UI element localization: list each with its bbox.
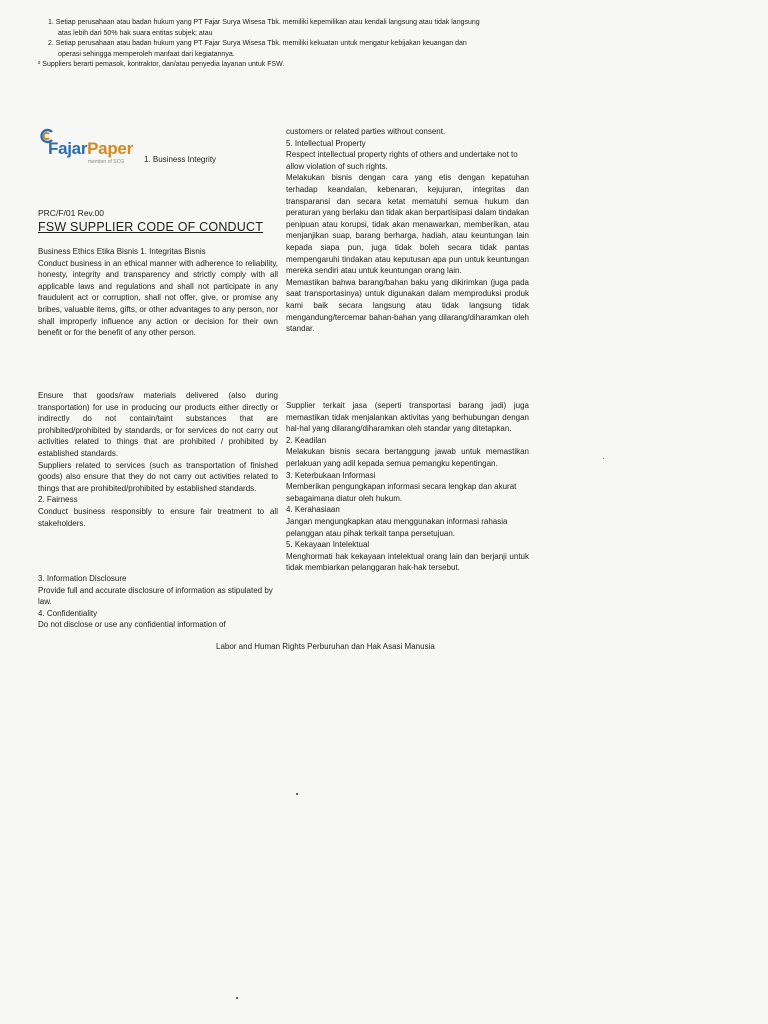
paragraph: Conduct business responsibly to ensure fair treatment to all stakeholders. [38,506,278,528]
section-subheading: 4. Kerahasiaan [286,505,340,515]
right-column-lower [286,400,529,574]
paragraph: Memberikan pengungkapan informasi secara lengkap dan akurat sebagaimana diatur oleh hukum. [286,482,517,503]
section-subheading: 2. Keadilan [286,435,327,445]
section-heading: 1. Business Integrity [144,155,217,164]
paragraph: Jangan mengungkapkan atau menggunakan informasi rahasia pelanggan atau pihak terkait tanpa persetujuan. [286,516,508,538]
paragraph: Respect intellectual property rights of others and undertake not to allow violation of such rights. [286,150,518,171]
left-column [38,246,278,339]
section-subheading: 2. Fairness [38,495,78,505]
paragraph: Conduct business in an ethical manner with adherence to reliability, honesty, integrity and transparency and strictly comply with all applicable laws and regulations and shall not participate in any fraudulent act or corruption, shall not offer, give, or promise any bribes, valuable items, gifts, or other advantages to any person, nor shall improperly influence any action or decision for their own benefit or for the benefit of any other person. [38,258,278,338]
paragraph: Suppliers related to services (such as transportation of finished goods) also ensure that they do not carry out activities related to things that are prohibited/prohibited by established standards. [38,460,278,493]
right-column [286,126,529,335]
paragraph: Supplier terkait jasa (seperti transportasi barang jadi) juga memastikan tidak menjalankan aktivitas yang berhubungan dengan hal-hal yang dilarang/diharamkan oleh standar yang ditetapkan. [286,401,529,434]
footnote-line: 2. Setiap perusahaan atau badan hukum yang PT Fajar Surya Wisesa Tbk. memiliki kekuatan untuk mengatur kebijakan keuangan dan [48,40,467,47]
section-subheading: 5. Intellectual Property [286,138,366,148]
left-column-bottom [38,573,278,631]
footnote-line: ² Suppliers berarti pemasok, kontraktor, dan/atau penyedia layanan untuk FSW. [38,61,285,68]
paragraph: Business Ethics Etika Bisnis 1. Integritas Bisnis [38,247,206,256]
logo-tagline: member of SCG [88,159,125,165]
paragraph: customers or related parties without consent. [286,127,446,136]
paragraph: Ensure that goods/raw materials delivered (also during transportation) for use in producing our products either directly or indirectly do not contain/taint substances that are prohibited/prohibited by standards, or for services do not carry out activities related to things that are prohibited / prohibited by established standards. [38,391,278,458]
section-footer-heading: Labor and Human Rights Perburuhan dan Hak Asasi Manusia [216,642,435,651]
section-subheading: 3. Information Disclosure [38,574,127,583]
scan-speck [236,997,238,999]
logo-wordmark: FajarPaper [48,139,133,158]
fajarpaper-logo [38,128,148,176]
paragraph: Menghormati hak kekayaan intelektual orang lain dan berjanji untuk tidak membiarkan pelanggaran hak-hak tersebut. [286,551,529,573]
paragraph: Melakukan bisnis secara bertanggung jawab untuk memastikan perlakuan yang adil kepada semua pemangku kepentingan. [286,447,529,468]
scan-speck [603,458,604,459]
document-title: FSW SUPPLIER CODE OF CONDUCT [38,220,264,234]
document-id: PRC/F/01 Rev.00 [38,208,104,218]
section-subheading: 3. Keterbukaan Informasi [286,470,376,480]
scan-speck [296,793,298,795]
section-subheading: 4. Confidentiality [38,608,98,618]
left-column-lower [38,390,278,529]
paragraph: Do not disclose or use any confidential information of [38,620,226,630]
footnotes-top [38,18,538,71]
footnote-line: atas lebih dari 50% hak suara entitas subjek; atau [58,29,213,37]
footnote-line: 1. Setiap perusahaan atau badan hukum yang PT Fajar Surya Wisesa Tbk. memiliki kepemilikan atau kendali langsung atau tidak langsung [48,19,480,26]
footnote-line: operasi sehingga memperoleh manfaat dari kegiatannya. [58,50,235,58]
paragraph: Provide full and accurate disclosure of information as stipulated by law. [38,585,273,607]
paragraph: Melakukan bisnis dengan cara yang etis dengan kepatuhan terhadap keandalan, kebenaran, kejujuran, integritas dan transparansi dan secara ketat mematuhi semua hukum dan peraturan yang berlaku dan tidak akan berpartisipasi dalam tindakan penipuan atau korupsi, tidak akan menawarkan, memberikan, atau menjanjikan suap, barang berharga, hadiah, atau keuntungan lain kepada siapa pun, juga tidak boleh secara tidak pantas mempengaruhi tindakan atau keputusan apa pun untuk keuntungan mereka sendiri atau untuk keuntungan orang lain. [286,173,529,276]
paragraph: Memastikan bahwa barang/bahan baku yang dikirimkan (juga pada saat transportasinya) untuk digunakan dalam memproduksi produk kami baik secara langsung atau tidak langsung tidak mengandung/tercemar bahan-bahan yang dilarang/diharamkan oleh standar. [286,277,529,334]
section-subheading: 5. Kekayaan Intelektual [286,540,370,550]
